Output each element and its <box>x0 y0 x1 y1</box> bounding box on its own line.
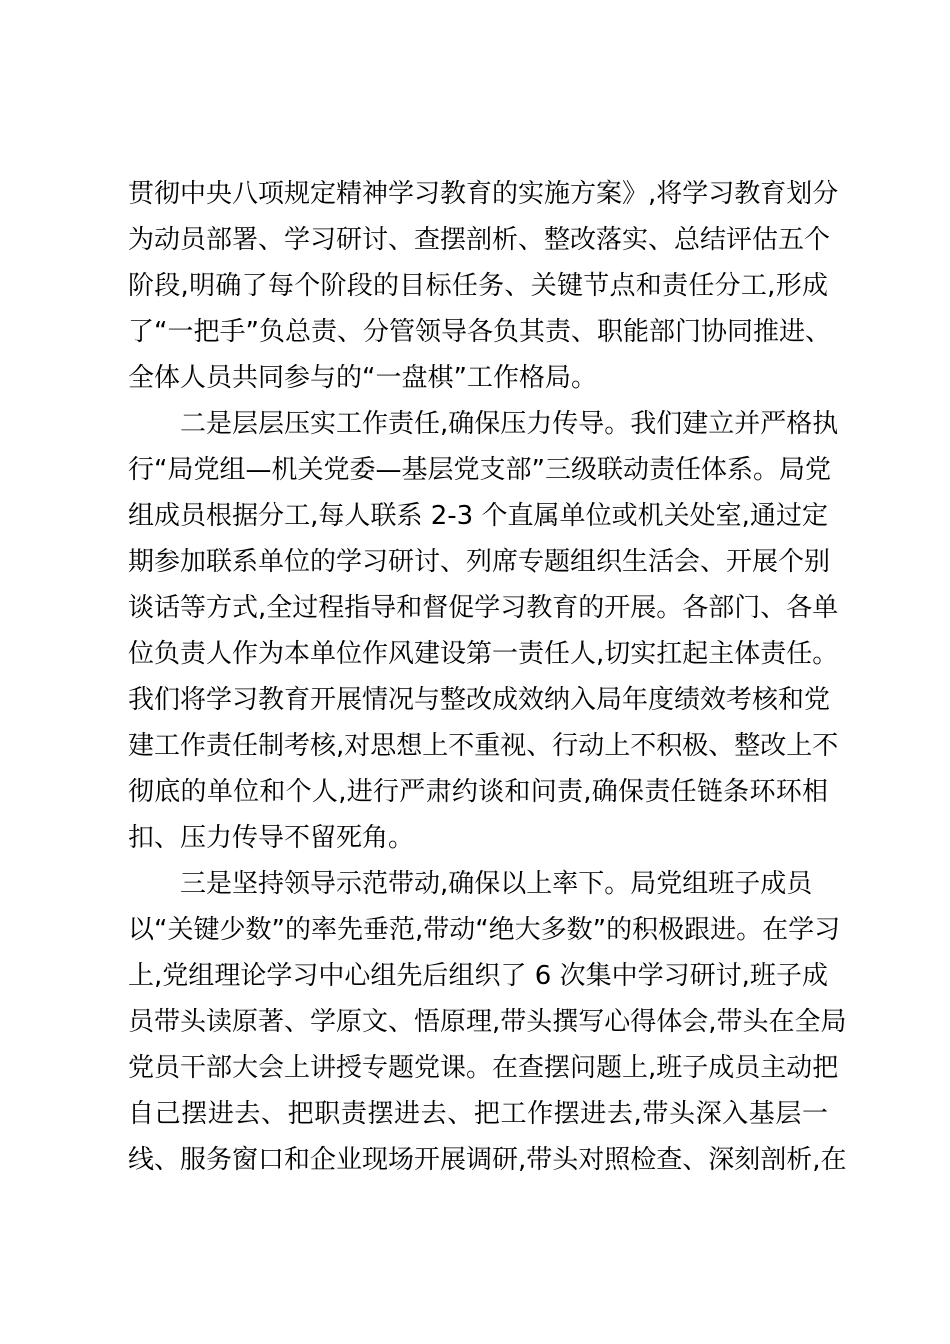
paragraph-line: 线、服务窗口和企业现场开展调研,带头对照检查、深刻剖析,在 <box>128 1145 847 1175</box>
paragraph-first-line: 三是坚持领导示范带动,确保以上率下。局党组班子成员 <box>180 869 813 899</box>
paragraph-line: 我们将学习教育开展情况与整改成效纳入局年度绩效考核和党 <box>128 685 831 715</box>
paragraph-line: 为动员部署、学习研讨、查摆剖析、整改落实、总结评估五个 <box>128 225 831 255</box>
paragraph-line: 位负责人作为本单位作风建设第一责任人,切实扛起主体责任。 <box>128 639 839 669</box>
paragraph-line: 建工作责任制考核,对思想上不重视、行动上不积极、整改上不 <box>128 731 839 761</box>
paragraph-line: 党员干部大会上讲授专题党课。在查摆问题上,班子成员主动把 <box>128 1053 839 1083</box>
paragraph-line: 彻底的单位和个人,进行严肃约谈和问责,确保责任链条环环相 <box>128 777 828 807</box>
paragraph-line: 以“关键少数”的率先垂范,带动“绝大多数”的积极跟进。在学习 <box>128 915 841 945</box>
paragraph-line: 上,党组理论学习中心组先后组织了 6 次集中学习研讨,班子成 <box>128 961 828 991</box>
paragraph-line: 了“一把手”负总责、分管领导各负其责、职能部门协同推进、 <box>128 317 831 347</box>
paragraph-line: 谈话等方式,全过程指导和督促学习教育的开展。各部门、各单 <box>128 593 839 623</box>
paragraph-line: 贯彻中央八项规定精神学习教育的实施方案》,将学习教育划分 <box>128 179 839 209</box>
paragraph-line: 全体人员共同参与的“一盘棋”工作格局。 <box>128 363 597 393</box>
paragraph-line: 组成员根据分工,每人联系 2-3 个直属单位或机关处室,通过定 <box>128 501 828 531</box>
paragraph-line: 阶段,明确了每个阶段的目标任务、关键节点和责任分工,形成 <box>128 271 828 301</box>
paragraph-line: 行“局党组—机关党委—基层党支部”三级联动责任体系。局党 <box>128 455 831 485</box>
paragraph-line: 扣、压力传导不留死角。 <box>128 823 415 853</box>
paragraph-line: 期参加联系单位的学习研讨、列席专题组织生活会、开展个别 <box>128 547 831 577</box>
paragraph-line: 员带头读原著、学原文、悟原理,带头撰写心得体会,带头在全局 <box>128 1007 847 1037</box>
paragraph-line: 自己摆进去、把职责摆进去、把工作摆进去,带头深入基层一 <box>128 1099 828 1129</box>
paragraph-first-line: 二是层层压实工作责任,确保压力传导。我们建立并严格执 <box>180 409 839 439</box>
